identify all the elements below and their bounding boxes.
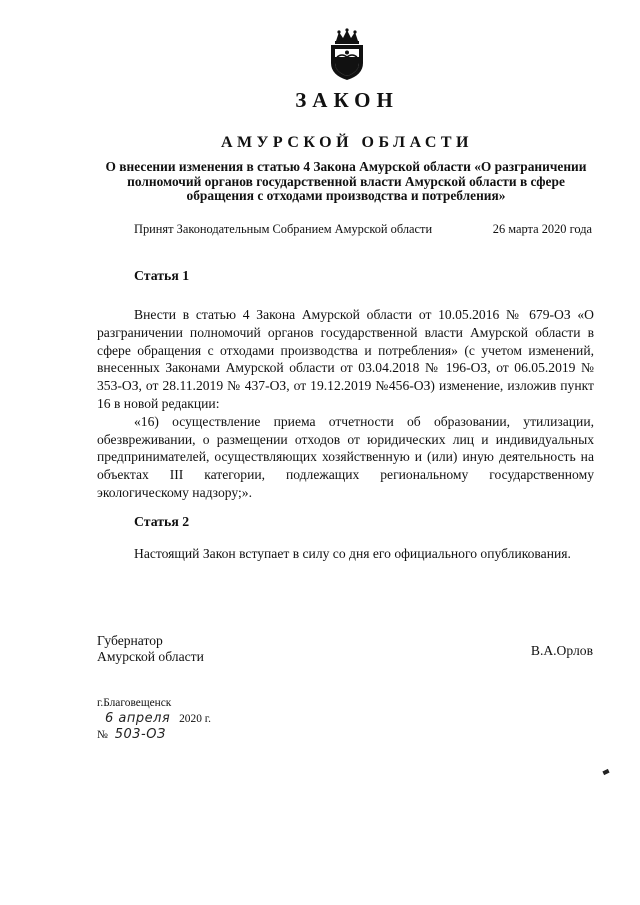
coat-of-arms-icon bbox=[327, 27, 367, 81]
article-1-body bbox=[97, 306, 594, 502]
signatory-position-line2: Амурской области bbox=[97, 648, 204, 664]
date-handwritten: 6 апреля bbox=[105, 711, 171, 726]
signatory-name: В.А.Орлов bbox=[530, 643, 593, 658]
date-year: 2020 г. bbox=[179, 713, 211, 725]
adopted-by: Принят Законодательным Собранием Амурской области bbox=[134, 222, 433, 236]
number-line bbox=[97, 727, 211, 743]
article-1-title: Статья 1 bbox=[134, 268, 190, 283]
adopted-date: 26 марта 2020 года bbox=[492, 222, 592, 236]
signatory-position-line1: Губернатор bbox=[97, 633, 163, 648]
article-1-quote: «16) осуществление приема отчетности об образовании, утилизации, обезвреживании, о размещении отходов от юридических лиц и индивидуальных предпринимателей, осуществляющих хозяйственную и (или) иную деятельность на объектах III категории, подлежащих региональному государственному экологическому надзору;». bbox=[97, 413, 594, 500]
number-prefix: № bbox=[97, 729, 108, 741]
law-title: ЗАКОН bbox=[295, 88, 399, 112]
number-handwritten: 503-ОЗ bbox=[114, 727, 166, 742]
date-line bbox=[97, 711, 211, 727]
article-2-body bbox=[97, 545, 594, 563]
article-2-title: Статья 2 bbox=[134, 514, 190, 529]
signatory-position bbox=[97, 633, 204, 664]
place-date-number bbox=[97, 696, 211, 743]
law-heading: О внесении изменения в статью 4 Закона Амурской области «О разграничении полномочий органов государственной власти Амурской области в сфере обращения с отходами производства и потребления» bbox=[105, 159, 587, 203]
ink-mark bbox=[602, 769, 609, 775]
article-2-text: Настоящий Закон вступает в силу со дня его официального опубликования. bbox=[134, 546, 571, 561]
article-1-text: Внести в статью 4 Закона Амурской области от 10.05.2016 № 679-ОЗ «О разграничении полномочий органов государственной власти Амурской области в сфере обращения с отходами производства и потребления» (с учетом изменений, внесенных Законами Амурской области от 03.04.2018 № 196-ОЗ, от 06.05.2019 № 353-ОЗ, от 28.11.2019 № 437-ОЗ, от 19.12.2019 №456-ОЗ) изменение, изложив пункт 16 в новой редакции: bbox=[97, 307, 594, 411]
region-title: АМУРСКОЙ ОБЛАСТИ bbox=[221, 134, 473, 151]
place: г.Благовещенск bbox=[97, 697, 172, 709]
